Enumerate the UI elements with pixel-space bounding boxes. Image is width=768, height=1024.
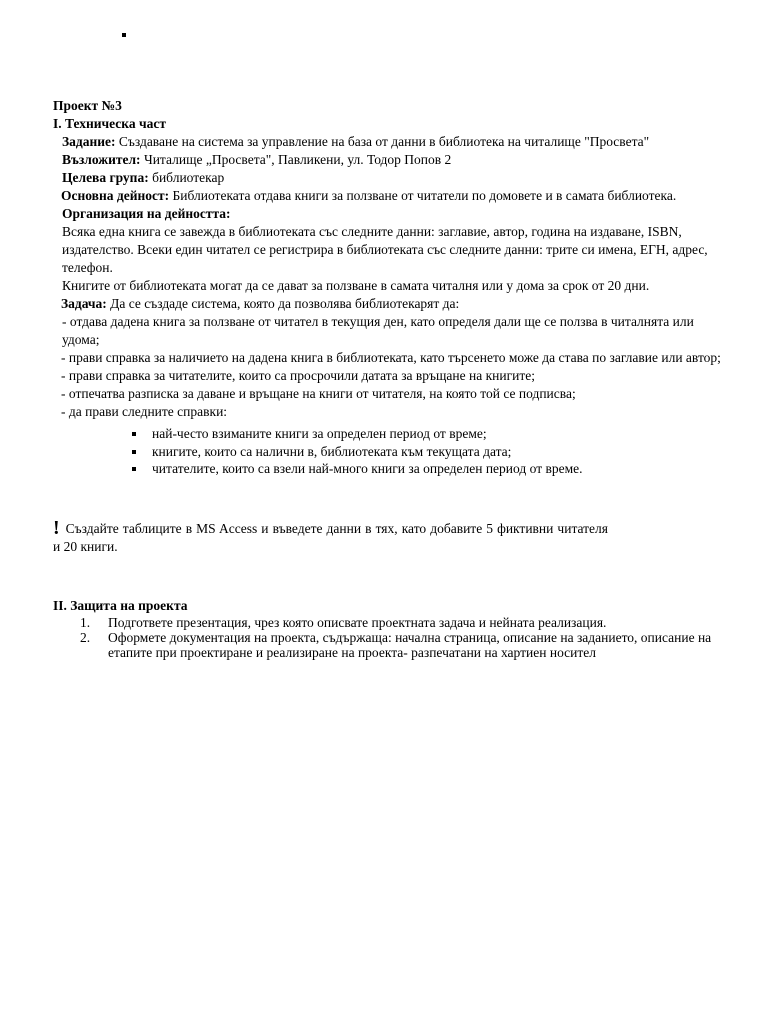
assigner-label: Възложител: [62,152,141,167]
activity-text: Библиотеката отдава книги за ползване от читатели по домовете и в самата библиотека. [169,188,677,203]
target-label: Целева група: [62,170,149,185]
task-label: Задание: [62,134,116,149]
target-text: библиотекар [148,170,225,185]
project-title: Проект №3 [53,98,122,113]
assignment-item: - прави справка за читателите, които са просрочили датата за връщане на книгите; [61,368,535,383]
assignment-text: Да се създаде система, която да позволява библиотекарят да: [106,296,460,311]
access-note [53,516,608,556]
step-number: 2. [80,629,91,645]
exclamation-mark: ! [53,516,60,539]
assignment-item: - прави справка за наличието на дадена книга в библиотеката, като търсенето може да става по заглавие или автор; [61,350,721,365]
step-text: Подгответе презентация, чрез която описвате проектната задача и нейната реализация. [108,614,607,630]
assignment-item: - да прави следните справки: [61,404,228,419]
assignment-item: - отпечатва разписка за даване и връщане на книги от читателя, на която той се подписва; [61,386,576,401]
section-2-heading: II. Защита на проекта [53,597,188,613]
assigner-line [53,151,723,169]
assignment-item: - отдава дадена книга за ползване от читател в текущия ден, като определя дали ще се ползва в читалнята или удома; [62,314,694,347]
square-bullet-icon [132,467,136,471]
organization-paragraph-1: Всяка една книга се завежда в библиотеката със следните данни: заглавие, автор, година на издаване, ISBN, издателство. Всеки един читател се регистрира в библиотеката със следните данни: трите си имена, ЕГН, адрес, телефон. [62,224,708,275]
section-1-heading: I. Техническа част [53,116,166,131]
square-bullet-icon [132,450,136,454]
step-number: 1. [80,614,91,630]
square-bullet-icon [132,432,136,436]
task-text: Създаване на система за управление на база от данни в библиотека на читалище "Просвета" [115,134,650,149]
target-line [53,169,723,187]
task-line [53,133,723,151]
report-item: книгите, които са налични в, библиотеката към текущата дата; [130,443,723,461]
document-body [53,97,723,660]
activity-line [53,187,723,205]
step-item [53,630,723,660]
assignment-label: Задача: [61,296,107,311]
assignment-line [53,295,723,313]
step-item [53,615,723,630]
organization-paragraph-2: Книгите от библиотеката могат да се дават за ползване в самата читалня или у дома за срок от 20 дни. [62,278,650,293]
assigner-text: Читалище „Просвета", Павликени, ул. Тодор Попов 2 [140,152,452,167]
report-item: читателите, които са взели най-много книги за определен период от време. [130,460,723,478]
activity-label: Основна дейност: [61,188,170,203]
step-text: Оформете документация на проекта, съдържаща: начална страница, описание на заданието, описание на етапите при проектиране и реализиране на проекта- разпечатани на хартиен носител [108,629,712,660]
report-item: най-често взиманите книги за определен период от време; [130,425,723,443]
top-bullet-mark [122,33,126,37]
defense-steps [53,615,723,660]
reports-list [53,425,723,478]
organization-label: Организация на дейността: [62,206,231,221]
note-text: Създайте таблиците в MS Access и въведете данни в тях, като добавите 5 фиктивни читателя и 20 книги. [53,520,608,554]
